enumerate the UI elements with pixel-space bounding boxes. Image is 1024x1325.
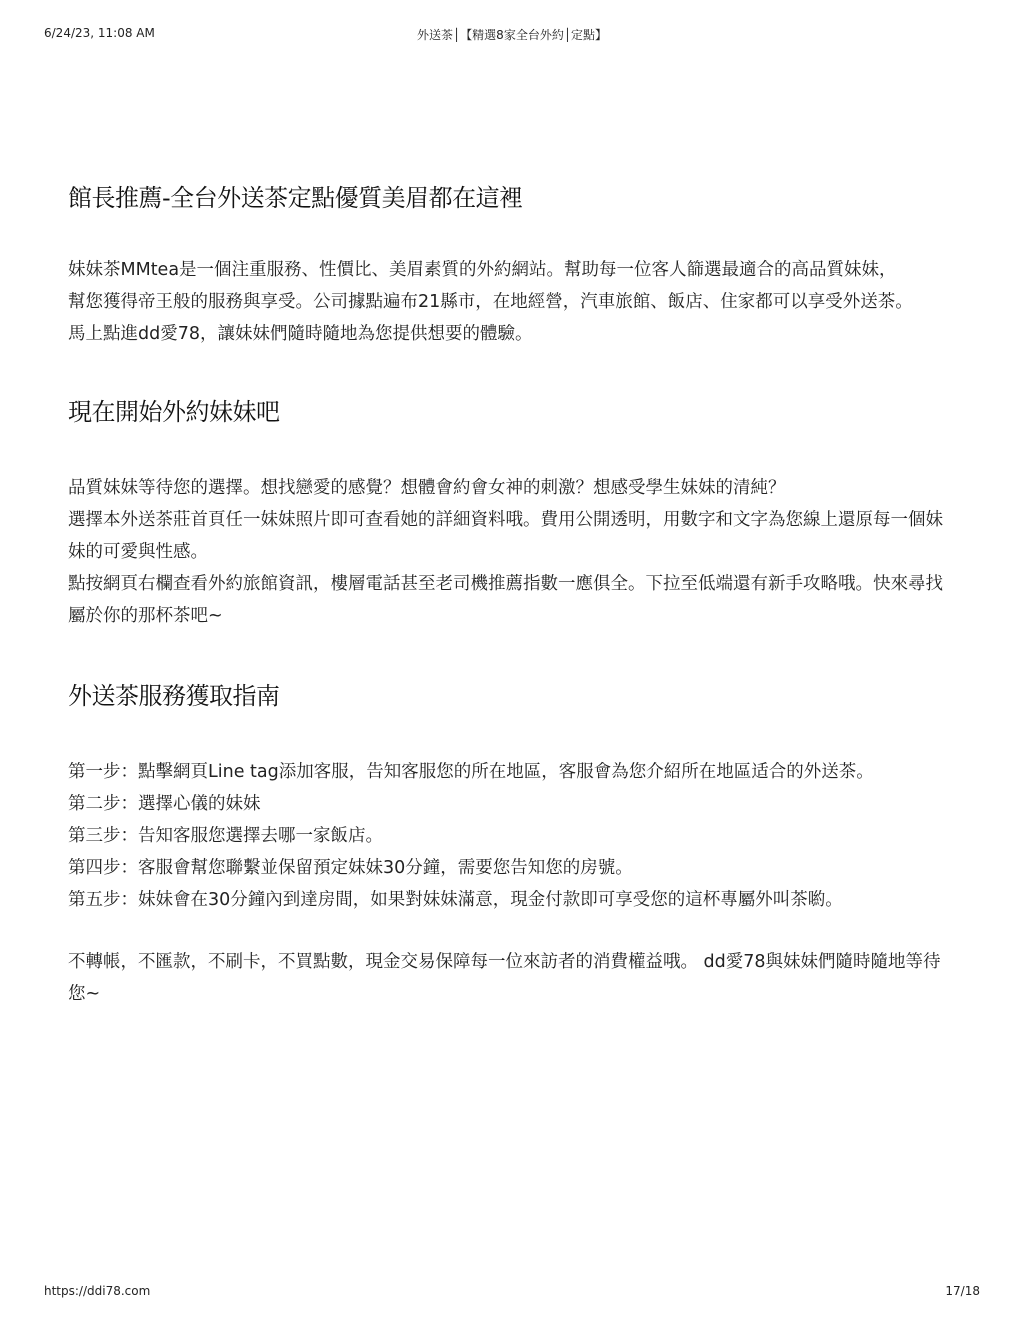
steps-list bbox=[68, 756, 956, 916]
print-footer bbox=[44, 1284, 980, 1300]
paragraph-line: 馬上點進dd愛78，讓妹妹們隨時隨地為您提供想要的體驗。 bbox=[68, 324, 533, 344]
article-content bbox=[68, 180, 956, 1010]
print-date: 6/24/23, 11:08 AM bbox=[44, 26, 155, 40]
step-item: 第五步：妹妹會在30分鐘內到達房間，如果對妹妹滿意，現金付款即可享受您的這杯專屬外叫茶喲。 bbox=[68, 890, 843, 910]
step-item: 第四步：客服會幫您聯繫並保留預定妹妹30分鐘，需要您告知您的房號。 bbox=[68, 858, 633, 878]
section-paragraph bbox=[68, 472, 956, 632]
step-item: 第二步：選擇心儀的妹妹 bbox=[68, 794, 261, 814]
closing-paragraph: 不轉帳，不匯款，不刷卡，不買點數，現金交易保障每一位來訪者的消費權益哦。 dd愛78與妹妹們隨時隨地等待您~ bbox=[68, 952, 941, 1004]
paragraph-line: 點按網頁右欄查看外約旅館資訊，樓層電話甚至老司機推薦指數一應俱全。下拉至低端還有新手攻略哦。快來尋找屬於你的那杯茶吧~ bbox=[68, 574, 943, 626]
paragraph-line: 妹妹茶MMtea是一個注重服務、性價比、美眉素質的外約網站。幫助每一位客人篩選最適合的高品質妹妹， bbox=[68, 260, 897, 280]
section-heading: 現在開始外約妹妹吧 bbox=[68, 398, 280, 426]
paragraph-line: 選擇本外送茶莊首頁任一妹妹照片即可查看她的詳細資料哦。費用公開透明，用數字和文字為您線上還原每一個妹妹的可愛與性感。 bbox=[68, 510, 943, 562]
paragraph-line: 品質妹妹等待您的選擇。想找戀愛的感覺？想體會約會女神的刺激？想感受學生妹妹的清純？ bbox=[68, 478, 786, 498]
section-heading: 外送茶服務獲取指南 bbox=[68, 682, 280, 710]
paragraph-line: 幫您獲得帝王般的服務與享受。公司據點遍布21縣市，在地經營，汽車旅館、飯店、住家都可以享受外送茶。 bbox=[68, 292, 913, 312]
step-item: 第三步：告知客服您選擇去哪一家飯店。 bbox=[68, 826, 383, 846]
page-number: 17/18 bbox=[945, 1284, 980, 1298]
print-header bbox=[44, 26, 980, 42]
document-title: 外送茶│【精選8家全台外約│定點】 bbox=[416, 28, 608, 42]
page-url: https://ddi78.com bbox=[44, 1284, 151, 1298]
step-item: 第一步：點擊網頁Line tag添加客服，告知客服您的所在地區，客服會為您介紹所在地區适合的外送茶。 bbox=[68, 762, 874, 782]
section-heading: 館長推薦-全台外送茶定點優質美眉都在這裡 bbox=[68, 184, 523, 212]
section-paragraph bbox=[68, 254, 956, 350]
